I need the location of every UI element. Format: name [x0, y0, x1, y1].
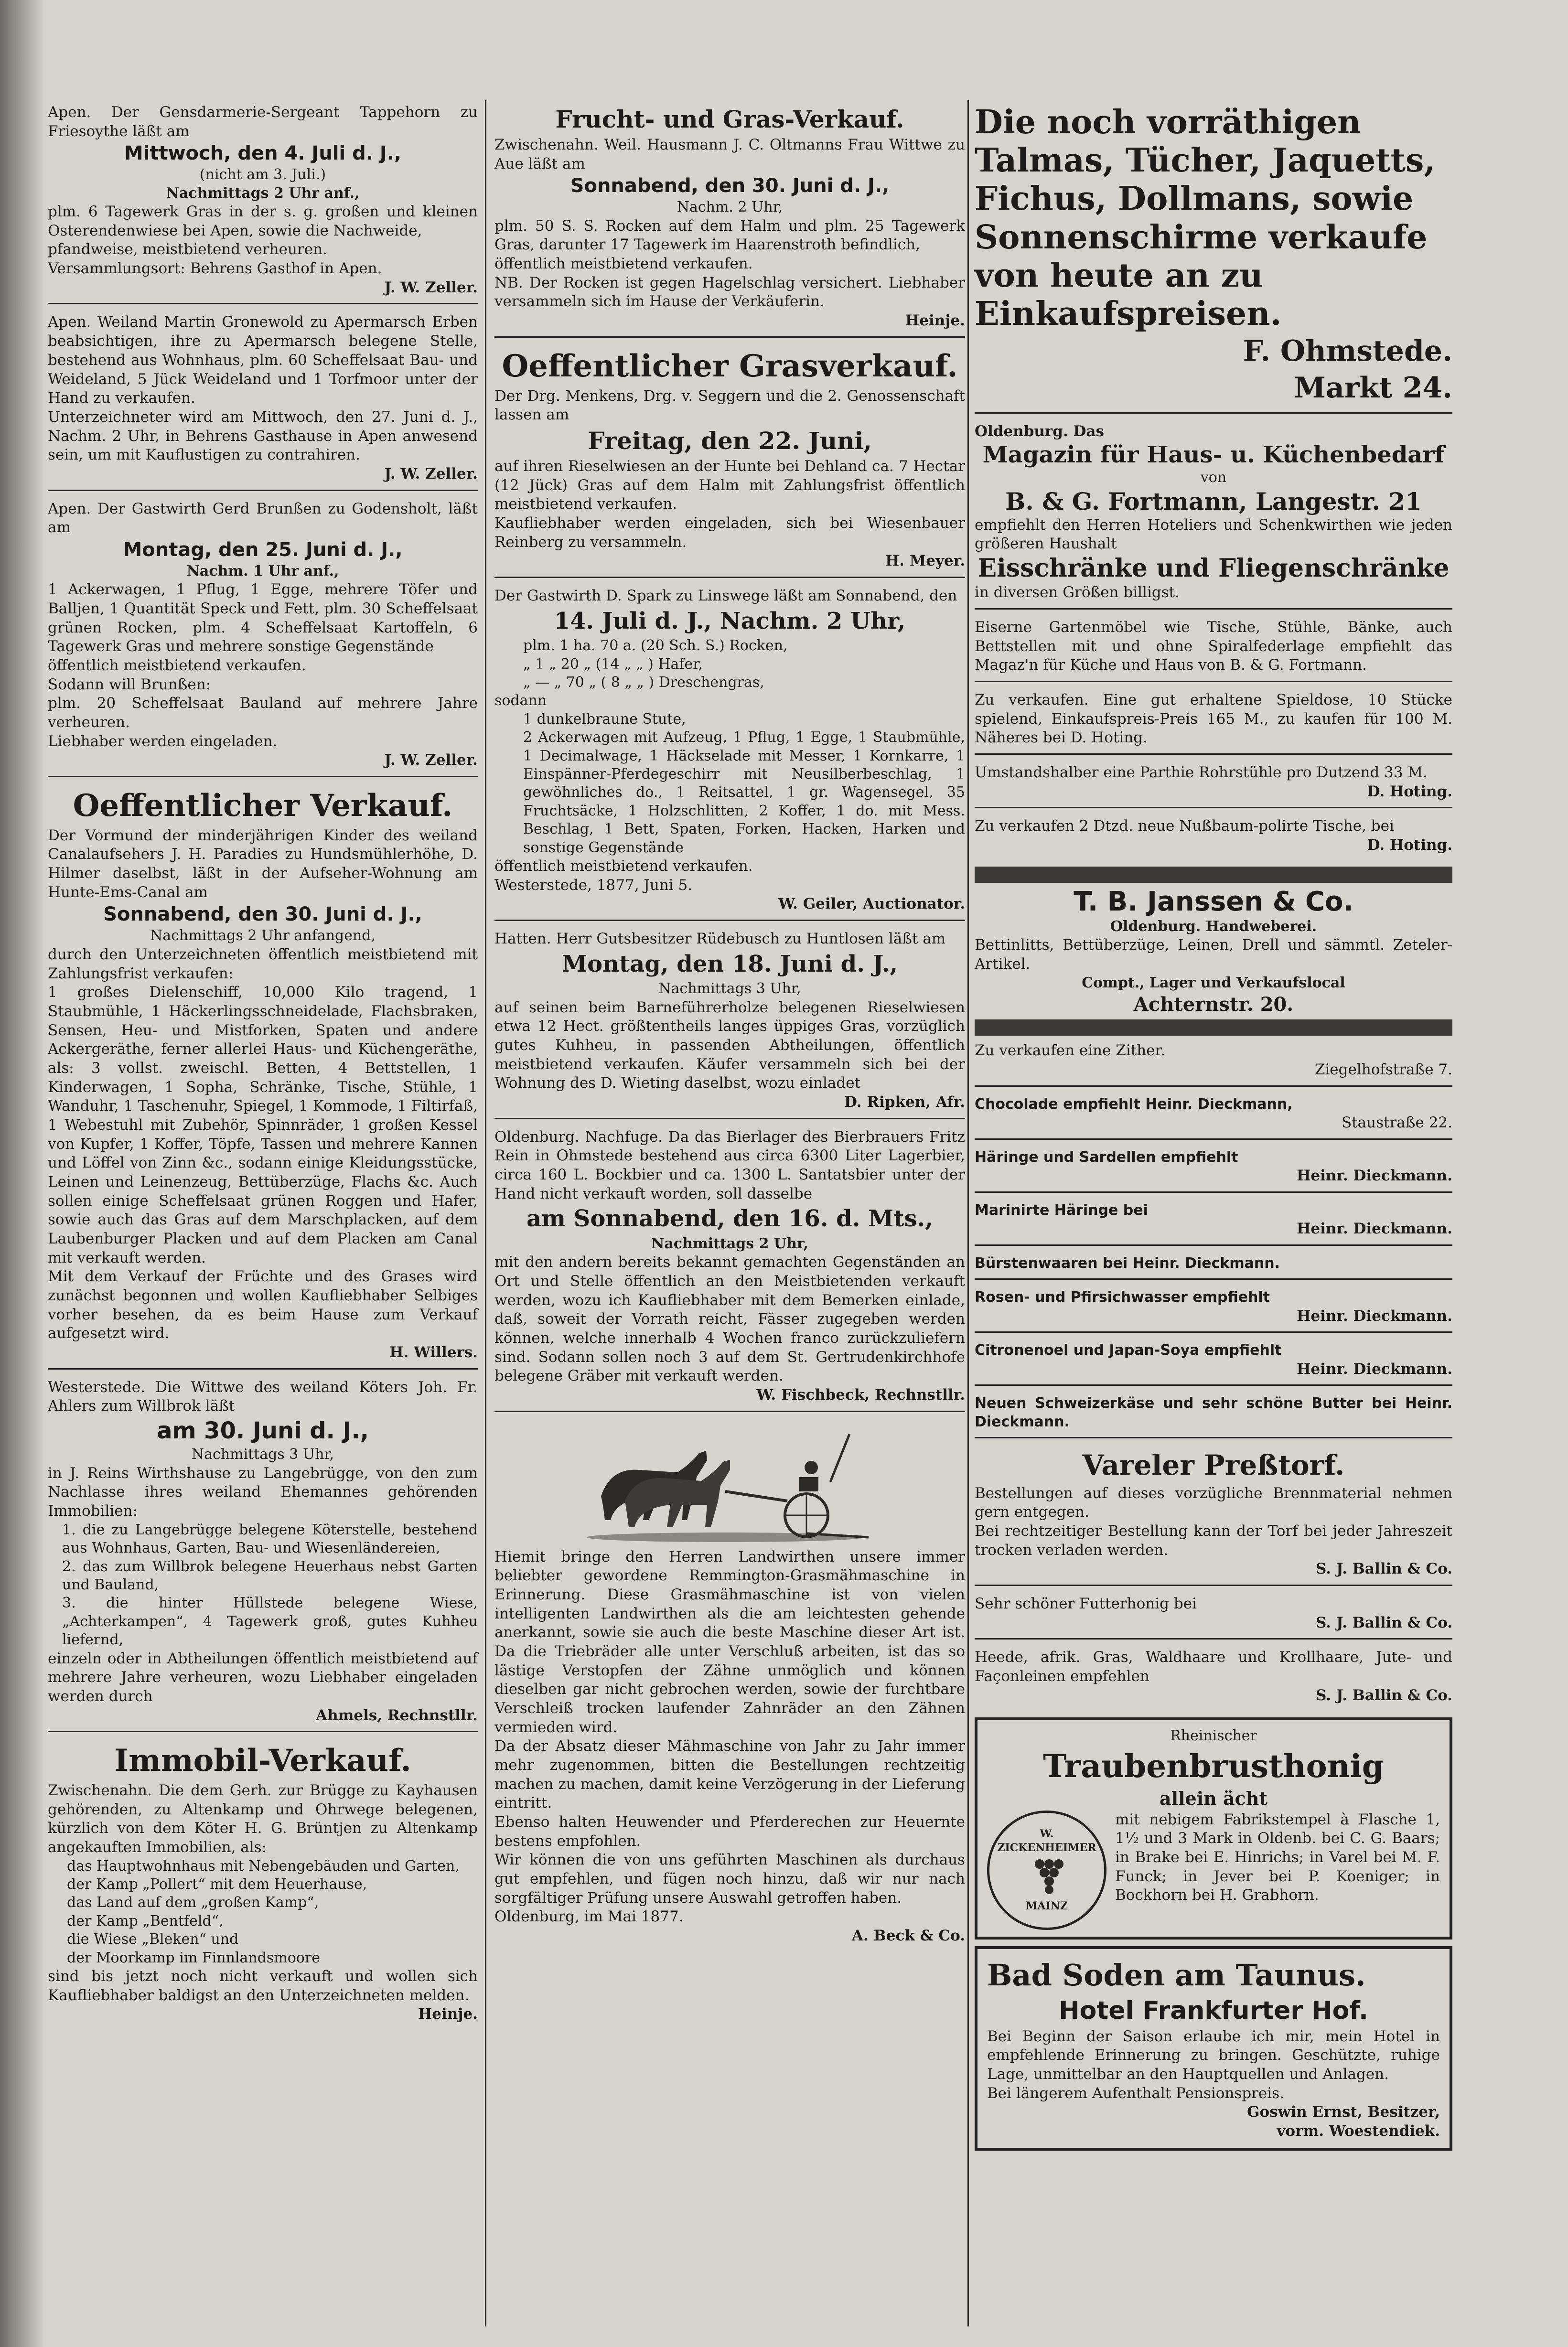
- ad-text: Bei Beginn der Saison erlaube ich mir, mein Hotel in empfehlende Erinnerung zu bringen. Geschützte, ruhige Lage, unmittelbar an den Hauptquellen und Anlagen.: [987, 2027, 1440, 2083]
- ad-list-item: der Kamp „Bentfeld“,: [67, 1912, 224, 1929]
- ad-rohrstuehle: [975, 761, 1452, 808]
- ad-headline: Frucht- und Gras-Verkauf.: [555, 105, 904, 133]
- ad-westerstede-ahlers: [48, 1375, 478, 1733]
- ad-text: Westerstede. Die Wittwe des weiland Köters Joh. Fr. Ahlers zum Willbrok läßt: [48, 1378, 478, 1415]
- zickenheimer-seal-icon: [987, 1811, 1106, 1930]
- ad-list-item: das Land auf dem „großen Kamp“,: [67, 1894, 319, 1911]
- ad-text: Liebhaber werden eingeladen.: [48, 732, 278, 750]
- ad-text: Eiserne Gartenmöbel wie Tische, Stühle, Bänke, auch Bettstellen mit und ohne Spiralfederlage empfiehlt das Magaz'n für Küche und Haus von B. & G. Fortmann.: [975, 619, 1452, 674]
- ad-apen-brunssen: [48, 497, 478, 777]
- ad-text: Rosen- und Pfirsichwasser empfiehlt: [975, 1289, 1270, 1306]
- ad-headline: Immobil-Verkauf.: [114, 1743, 411, 1779]
- ad-text: Zu verkaufen 2 Dtzd. neue Nußbaum-polirte Tische, bei: [975, 817, 1394, 835]
- ad-text: mit den andern bereits bekannt gemachten Gegenständen an Ort und Stelle öffentlich an den Meistbietenden verkauft werden, wozu ich Kaufliebhaber mit dem Bemerken einlade, daß, soweit der Vorrath reicht, Fässer zugegeben werden können, welche innerhalb 4 Wochen franco zurückzuliefern sind. Sodann sollen noch 3 auf dem St. Gertrudenkirchhofe belegene Gräber mit verkauft werden.: [494, 1254, 965, 1385]
- ad-text: Versammlungsort: Behrens Gasthof in Apen.: [48, 260, 382, 278]
- ad-immobil-verkauf: [48, 1738, 478, 2030]
- ad-text: auf ihren Rieselwiesen an der Hunte bei Dehland ca. 7 Hectar (12 Jück) Gras auf dem Halm mit Zahlungsfrist öffentlich meistbietend verkaufen.: [494, 457, 965, 513]
- ad-list-item: 1. die zu Langebrügge belegene Köterstelle, bestehend aus Wohnhaus, Garten, Bau- und Wiesenländereien,: [62, 1521, 478, 1557]
- ad-text: Oldenburg. Handweberei.: [1110, 918, 1317, 935]
- ad-signature: J. W. Zeller.: [384, 279, 478, 296]
- ad-text: einzeln oder in Abtheilungen öffentlich meistbietend auf mehrere Jahre verheuren, wozu Liebhaber eingeladen werden durch: [48, 1650, 478, 1705]
- ad-text: Da der Absatz dieser Mähmaschine von Jahr zu Jahr immer mehr zugenommen, bitten die Bestellungen rechtzeitig machen zu machen, damit keine Verzögerung in der Lieferung eintritt.: [494, 1737, 965, 1812]
- ad-list-item: die Wiese „Bleken“ und: [67, 1931, 239, 1948]
- ad-text: Unterzeichneter wird am Mittwoch, den 27. Juni d. J., Nachm. 2 Uhr, in Behrens Gasthause in Apen anwesend sein, um mit Kauflustigen zu contrahiren.: [48, 408, 478, 464]
- ad-text: Wir können die von uns geführten Maschinen als durchaus gut empfehlen, und fügen noch hinzu, daß wir nur nach sorgfältiger Prüfung unsere Auswahl getroffen haben.: [494, 1851, 965, 1907]
- ad-date: am Sonnabend, den 16. d. Mts.,: [526, 1205, 933, 1232]
- ad-gartenmoebel: [975, 615, 1452, 682]
- ad-date: Montag, den 18. Juni d. J.,: [561, 950, 898, 977]
- ad-signature: A. Beck & Co.: [851, 1927, 965, 1945]
- ad-time: Nachmittags 3 Uhr,: [191, 1446, 334, 1463]
- column-rule: [485, 100, 486, 2326]
- ad-text: von: [1200, 469, 1227, 486]
- ad-text: Zwischenahn. Weil. Hausmann J. C. Oltmanns Frau Wittwe zu Aue läßt am: [494, 136, 965, 172]
- ad-text: plm. 50 S. S. Rocken auf dem Halm und plm. 25 Tagewerk Gras, darunter 17 Tagewerk im Haarenstroth befindlich,: [494, 217, 965, 254]
- ad-text: Bei längerem Aufenthalt Pensionspreis.: [987, 2084, 1284, 2102]
- ad-text: pfandweise, meistbietend verheuren.: [48, 241, 327, 258]
- ad-time: Nachmittags 2 Uhr anfangend,: [150, 927, 376, 944]
- ad-text: sodann: [494, 692, 547, 709]
- ad-text: Häringe und Sardellen empfiehlt: [975, 1148, 1238, 1166]
- ad-text: mit nebigem Fabrikstempel à Flasche 1, 1½ und 3 Mark in Oldenb. bei C. G. Baars; in Brake bei E. Hinrichs; in Varel bei M. F. Funck; in Jever bei P. Koeniger; in Bockhorn bei H. Grabhorn.: [1115, 1811, 1440, 1904]
- column-1: [48, 100, 478, 2036]
- ad-text: 1 großes Dielenschiff, 10,000 Kilo tragend, 1 Staubmühle, 1 Häckerlingsschneidelade, Flachsbraken, Sensen, Heu- und Mistforken, Spaten und andere Ackergeräthe, ferner allerlei Haus- und Küchengeräthe, als: 3 vollst. zweischl. Betten, 4 Bettstellen, 1 Kinderwagen, 1 Sopha, Schränke, Tische, Stühle, 1 Wanduhr, 1 Taschenuhr, Spiegel, 1 Kommode, 1 Filtirfaß, 1 Webestuhl mit Zubehör, Spinnräder, 1 großen Kessel von Kupfer, 1 Koffer, Töpfe, Tassen und mehrere Kannen und Löffel von Zinn &c., sodann einige Kleidungsstücke, Leinen und Leinenzeug, Bettüberzüge, Flachs &c. Auch sollen einige Scheffelsaat grünen Roggen und Hafer, sowie auch das Gras auf dem Marschplacken, auf dem Laubenburger Placken und auf dem Placken am Canal mit verkauft werden.: [48, 984, 478, 1266]
- ad-text: plm. 6 Tagewerk Gras in der s. g. großen und kleinen Osterendenwiese bei Apen, sowie die Nachweide,: [48, 203, 478, 239]
- ad-text: sind bis jetzt noch nicht verkauft und wollen sich Kaufliebhaber baldigst an den Unterzeichneten melden.: [48, 1968, 478, 2004]
- column-3: [975, 100, 1452, 2157]
- ad-address: Achternstr. 20.: [1133, 993, 1294, 1016]
- ad-time: Nachmittags 2 Uhr anf.,: [166, 184, 360, 202]
- ad-list-item: der Moorkamp im Finnlandsmoore: [67, 1949, 320, 1966]
- ad-apen-gronewold: [48, 310, 478, 491]
- ad-dieckmann-rosenwasser: [975, 1286, 1452, 1333]
- ad-text: in diversen Größen billigst.: [975, 584, 1180, 601]
- ad-signature: W. Geiler, Auctionator.: [778, 895, 965, 913]
- ad-text: Bestellungen auf dieses vorzügliche Brennmaterial nehmen gern entgegen.: [975, 1484, 1452, 1521]
- ad-list-item: das Hauptwohnhaus mit Nebengebäuden und Garten,: [67, 1857, 460, 1875]
- ad-text: Der Drg. Menkens, Drg. v. Seggern und die 2. Genossenschaft lassen am: [494, 387, 965, 424]
- ad-grasverkauf: [494, 343, 965, 578]
- ad-date: Mittwoch, den 4. Juli d. J.,: [124, 142, 402, 165]
- ad-headline: Vareler Preßtorf.: [1082, 1449, 1345, 1482]
- ad-text: Sehr schöner Futterhonig bei: [975, 1595, 1197, 1613]
- ad-product: Eisschränke und Fliegenschränke: [977, 554, 1450, 583]
- ad-remmington-grasmaehmaschine: [494, 1418, 965, 1951]
- grape-cluster-icon: [1028, 1854, 1066, 1897]
- ad-dieckmann-kaese: [975, 1392, 1452, 1438]
- ad-text: Rheinischer: [1170, 1727, 1257, 1745]
- ad-headline: Bad Soden am Taunus.: [987, 1957, 1366, 1993]
- ad-vareler-presstorf: [975, 1444, 1452, 1586]
- ad-text: 1 Ackerwagen, 1 Pflug, 1 Egge, mehrere Töfer und Balljen, 1 Quantität Speck und Fett, plm. 30 Scheffelsaat grünen Rocken, plm. 4 Scheffelsaat Kartoffeln, 6 Tagewerk Gras und mehrere sonstige Gegenstände: [48, 581, 478, 655]
- ad-text: Sodann will Brunßen:: [48, 675, 211, 693]
- ad-signature: J. W. Zeller.: [384, 465, 478, 482]
- column-rule: [967, 100, 969, 2326]
- ad-text: Hatten. Herr Gutsbesitzer Rüdebusch zu Huntlosen läßt am: [494, 930, 946, 947]
- ad-signature: Heinr. Dieckmann.: [1297, 1360, 1452, 1378]
- ad-time: Nachm. 1 Uhr anf.,: [186, 562, 339, 579]
- ad-zither: [975, 1039, 1452, 1086]
- ad-text: plm. 20 Scheffelsaat Bauland auf mehrere Jahre verheuren.: [48, 695, 478, 731]
- seal-text: W. ZICKENHEIMER: [997, 1828, 1096, 1854]
- ad-headline: Magazin für Haus- u. Küchenbedarf: [982, 441, 1445, 468]
- ad-signature: D. Ripken, Afr.: [844, 1093, 965, 1111]
- ad-date: 14. Juli d. J., Nachm. 2 Uhr,: [554, 607, 906, 634]
- ad-text: öffentlich meistbietend verkaufen.: [48, 656, 306, 674]
- ad-signature: H. Meyer.: [885, 552, 965, 570]
- ad-text: in J. Reins Wirthshause zu Langebrügge, von den zum Nachlasse ihres weiland Ehemannes gehörenden Immobilien:: [48, 1464, 478, 1520]
- ad-list-item: der Kamp „Pollert“ mit dem Heuerhause,: [67, 1876, 367, 1893]
- ad-signature: Heinje.: [418, 2005, 478, 2023]
- ad-signature: D. Hoting.: [1367, 836, 1452, 854]
- ad-text: Der Gastwirth D. Spark zu Linswege läßt am Sonnabend, den: [494, 587, 957, 604]
- ad-text: empfiehlt den Herren Hoteliers und Schenkwirthen wie jeden größeren Haushalt: [975, 516, 1452, 553]
- ad-signature: vorm. Woestendiek.: [1277, 2122, 1440, 2140]
- ad-signature: Heinr. Dieckmann.: [1297, 1167, 1452, 1185]
- ad-signature: D. Hoting.: [1367, 782, 1452, 800]
- ad-text: Oldenburg, im Mai 1877.: [494, 1908, 684, 1926]
- ad-frucht-gras-verkauf: [494, 100, 965, 338]
- ad-list-item: „ 1 „ 20 „ (14 „ „ ) Hafer,: [523, 655, 703, 673]
- ad-spark-linswege: [494, 584, 965, 921]
- ad-text: öffentlich meistbietend verkaufen.: [494, 857, 753, 875]
- ad-time: Nachmittags 3 Uhr,: [658, 980, 801, 997]
- ad-dieckmann-haeringe: [975, 1146, 1452, 1193]
- ad-fortmann-magazin: [975, 419, 1452, 610]
- ad-traubenbrusthonig: [975, 1717, 1452, 1939]
- ad-text: durch den Unterzeichneten öffentlich meistbietend mit Zahlungsfrist verkaufen:: [48, 945, 478, 982]
- ad-signature: Heinje.: [905, 312, 965, 330]
- ad-date: Montag, den 25. Juni d. J.,: [123, 538, 403, 561]
- ad-signature: S. J. Ballin & Co.: [1315, 1686, 1452, 1704]
- ad-text: Umstandshalber eine Parthie Rohrstühle pro Dutzend 33 M.: [975, 764, 1428, 782]
- ad-ohmstede: [975, 100, 1452, 414]
- ad-headline: Oeffentlicher Verkauf.: [73, 787, 453, 824]
- ad-text: Kaufliebhaber werden eingeladen, sich bei Wiesenbauer Reinberg zu versammeln.: [494, 514, 965, 551]
- ad-heede: [975, 1645, 1452, 1711]
- ad-headline: Traubenbrusthonig: [1043, 1747, 1384, 1785]
- ad-apen-tappehorn: [48, 100, 478, 304]
- ad-text: Marinirte Häringe bei: [975, 1201, 1148, 1219]
- ad-text: Bettinlitts, Bettüberzüge, Leinen, Drell und sämmtl. Zeteler-Artikel.: [975, 936, 1452, 973]
- ad-hatten-ruedebusch: [494, 927, 965, 1119]
- ad-date: Sonnabend, den 30. Juni d. J.,: [570, 175, 890, 197]
- seal-text: MAINZ: [1026, 1899, 1068, 1912]
- ad-janssen: [975, 886, 1452, 1017]
- ad-text: Citronenoel und Japan-Soya empfiehlt: [975, 1342, 1282, 1359]
- ad-text: allein ächt: [1160, 1788, 1267, 1809]
- ad-note: (nicht am 3. Juli.): [199, 166, 326, 183]
- column-2: [494, 100, 965, 1957]
- ad-bad-soden: [975, 1946, 1452, 2151]
- ad-text: Bei rechtzeitiger Bestellung kann der Torf bei jeder Jahreszeit trocken verladen werden.: [975, 1522, 1452, 1559]
- ad-text: Heede, afrik. Gras, Waldhaare und Krollhaare, Jute- und Façonleinen empfehlen: [975, 1649, 1452, 1685]
- ad-text: Zwischenahn. Die dem Gerh. zur Brügge zu Kayhausen gehörenden, zu Altenkamp und Ohrwege belegenen, kürzlich von dem Köter H. G. Brüntjen zu Altenkamp angekauften Immobilien, als:: [48, 1782, 478, 1856]
- ad-date: Sonnabend, den 30. Juni d. J.,: [103, 903, 422, 926]
- ad-text: Mit dem Verkauf der Früchte und des Grases wird zunächst begonnen und wollen Kaufliebhaber Selbiges vorher besehen, da es beim Hause zum Verkauf aufgesetzt wird.: [48, 1268, 478, 1342]
- ad-list-item: 2. das zum Willbrok belegene Heuerhaus nebst Garten und Bauland,: [62, 1558, 478, 1593]
- ad-text: Westerstede, 1877, Juni 5.: [494, 876, 693, 894]
- horse-mower-illustration-icon: [582, 1425, 878, 1544]
- ad-list-item: „ — „ 70 „ ( 8 „ „ ) Dreschengras,: [523, 674, 764, 691]
- ad-dieckmann-marinirte: [975, 1199, 1452, 1246]
- ad-signature: W. Fischbeck, Rechnstllr.: [756, 1386, 965, 1404]
- ad-list-item: plm. 1 ha. 70 a. (20 Sch. S.) Rocken,: [523, 637, 788, 654]
- ad-signature: Ahmels, Rechnstllr.: [316, 1706, 478, 1724]
- ad-list-item: 2 Ackerwagen mit Aufzeug, 1 Pflug, 1 Egge, 1 Staubmühle, 1 Decimalwage, 1 Häckselade mit Messer, 1 Kornkarre, 1 Einspänner-Pferdegeschirr mit Neusilberbeschlag, 1 gewöhnliches do., 1 Reitsattel, 1 gr. Wagensegel, 35 Fruchtsäcke, 1 Holzschlitten, 2 Koffer, 1 do. mit Mess. Beschlag, 1 Bett, Spaten, Forken, Hacken, Harken und sonstige Gegenstände: [523, 729, 965, 856]
- ad-text: Hiemit bringe den Herren Landwirthen unsere immer beliebter gewordene Remmington-Grasmähmaschine in Erinnerung. Diese Grasmähmaschine ist von vielen intelligenten Landwirthen als die am leichtesten gehende anerkannt, sowie sie auch die beste Maschine dieser Art ist. Da die Triebräder alle unter Verschluß arbeiten, ist das so lästige Verstopfen der Zähne unmöglich und können dieselben gar nicht gebrochen werden, sowie der furchtbare Verschleiß trocken laufender Zahnräder an den Zähnen vermieden wird.: [494, 1548, 965, 1736]
- ad-headline: Die noch vorräthigen Talmas, Tücher, Jaquetts, Fichus, Dollmans, sowie Sonnenschirme verkaufe von heute an zu Einkaufspreisen.: [975, 103, 1436, 333]
- ad-signature: Heinr. Dieckmann.: [1297, 1307, 1452, 1325]
- ad-tische: [975, 814, 1452, 860]
- ad-subheadline: Hotel Frankfurter Hof.: [1059, 1996, 1368, 2025]
- ad-text: Apen. Der Gensdarmerie-Sergeant Tappehorn zu Friesoythe läßt am: [48, 104, 478, 140]
- ad-text: Neuen Schweizerkäse und sehr schöne Butter bei Heinr. Dieckmann.: [975, 1395, 1452, 1430]
- ad-headline: Oeffentlicher Grasverkauf.: [502, 348, 958, 384]
- ad-text: Oldenburg. Das: [975, 423, 1104, 440]
- ad-signature: Heinr. Dieckmann.: [1297, 1220, 1452, 1238]
- decorative-banner: [975, 867, 1452, 883]
- ad-oeffentlicher-verkauf: [48, 783, 478, 1370]
- ad-signature: J. W. Zeller.: [384, 751, 478, 769]
- ad-text: NB. Der Rocken ist gegen Hagelschlag versichert. Liebhaber versammeln sich im Hause der Verkäuferin.: [494, 274, 965, 311]
- ad-dieckmann-chocolade: [975, 1093, 1452, 1140]
- ad-text: Ebenso halten Heuwender und Pferderechen zur Heuernte bestens empfohlen.: [494, 1813, 965, 1850]
- ad-text: öffentlich meistbietend verkaufen.: [494, 255, 753, 273]
- ad-dieckmann-buersten: [975, 1252, 1452, 1280]
- ad-dieckmann-citronenoel: [975, 1339, 1452, 1386]
- ad-list-item: 3. die hinter Hüllstede belegene Wiese, „Achterkampen“, 4 Tagewerk groß, gutes Kuhheu liefernd,: [62, 1595, 478, 1649]
- ad-text: Compt., Lager und Verkaufslocal: [1082, 974, 1345, 991]
- ad-text: Chocolade empfiehlt Heinr. Dieckmann,: [975, 1095, 1293, 1113]
- ad-address: Staustraße 22.: [1341, 1114, 1452, 1132]
- decorative-banner: [975, 1019, 1452, 1036]
- ad-signature: Goswin Ernst, Besitzer,: [1247, 2103, 1440, 2121]
- ad-oldenburg-nachfuge: [494, 1125, 965, 1412]
- page-binding-edge: [0, 0, 43, 2347]
- ad-text: Der Vormund der minderjährigen Kinder des weiland Canalaufsehers J. H. Paradies zu Hundsmühlerhöhe, D. Hilmer daselbst, läßt in der Aufseher-Wohnung am Hunte-Ems-Canal am: [48, 826, 478, 901]
- ad-firm: B. & G. Fortmann, Langestr. 21: [1005, 487, 1422, 515]
- ad-list-item: 1 dunkelbraune Stute,: [523, 710, 686, 728]
- ad-signature: S. J. Ballin & Co.: [1315, 1614, 1452, 1631]
- ad-firm: T. B. Janssen & Co.: [1074, 886, 1353, 917]
- ad-text: Apen. Weiland Martin Gronewold zu Apermarsch Erben beabsichtigen, ihre zu Apermarsch belegene Stelle, bestehend aus Wohnhaus, plm. 60 Scheffelsaat Bau- und Weideland, 5 Jück Weideland und 1 Torfmoor unter der Hand zu verkaufen.: [48, 313, 478, 407]
- ad-spieldose: [975, 688, 1452, 755]
- ad-text: Bürstenwaaren bei Heinr. Dieckmann.: [975, 1254, 1280, 1272]
- ad-text: Zu verkaufen eine Zither.: [975, 1042, 1165, 1060]
- ad-futterhonig: [975, 1592, 1452, 1640]
- ad-text: Oldenburg. Nachfuge. Da das Bierlager des Bierbrauers Fritz Rein in Ohmstede bestehend aus circa 6300 Liter Lagerbier, circa 160 L. Bockbier und ca. 1300 L. Santatsbier unter der Hand nicht verkauft worden, soll dasselbe: [494, 1128, 965, 1202]
- ad-text: auf seinen beim Barneführerholze belegenen Rieselwiesen etwa 12 Hect. größtentheils langes üppiges Gras, vorzüglich gutes Kuhheu, in passenden Abtheilungen, öffentlich meistbietend verkaufen. Käufer versammeln sich bei der Wohnung des D. Wieting daselbst, wozu einladet: [494, 998, 965, 1092]
- ad-text: Zu verkaufen. Eine gut erhaltene Spieldose, 10 Stücke spielend, Einkaufspreis-Preis 165 M., zu kaufen für 100 M. Näheres bei D. Hoting.: [975, 691, 1452, 747]
- ad-address: Ziegelhofstraße 7.: [1314, 1061, 1452, 1078]
- ad-address: Markt 24.: [1294, 371, 1452, 405]
- ad-time: Nachm. 2 Uhr,: [677, 199, 783, 216]
- ad-text: Apen. Der Gastwirth Gerd Brunßen zu Godensholt, läßt am: [48, 500, 478, 536]
- ad-date: Freitag, den 22. Juni,: [588, 426, 872, 455]
- ad-signature: S. J. Ballin & Co.: [1315, 1560, 1452, 1578]
- ad-date: am 30. Juni d. J.,: [157, 1417, 369, 1444]
- ad-time: Nachmittags 2 Uhr,: [651, 1235, 808, 1252]
- ad-signature: F. Ohmstede.: [1243, 334, 1452, 368]
- ad-signature: H. Willers.: [389, 1343, 478, 1361]
